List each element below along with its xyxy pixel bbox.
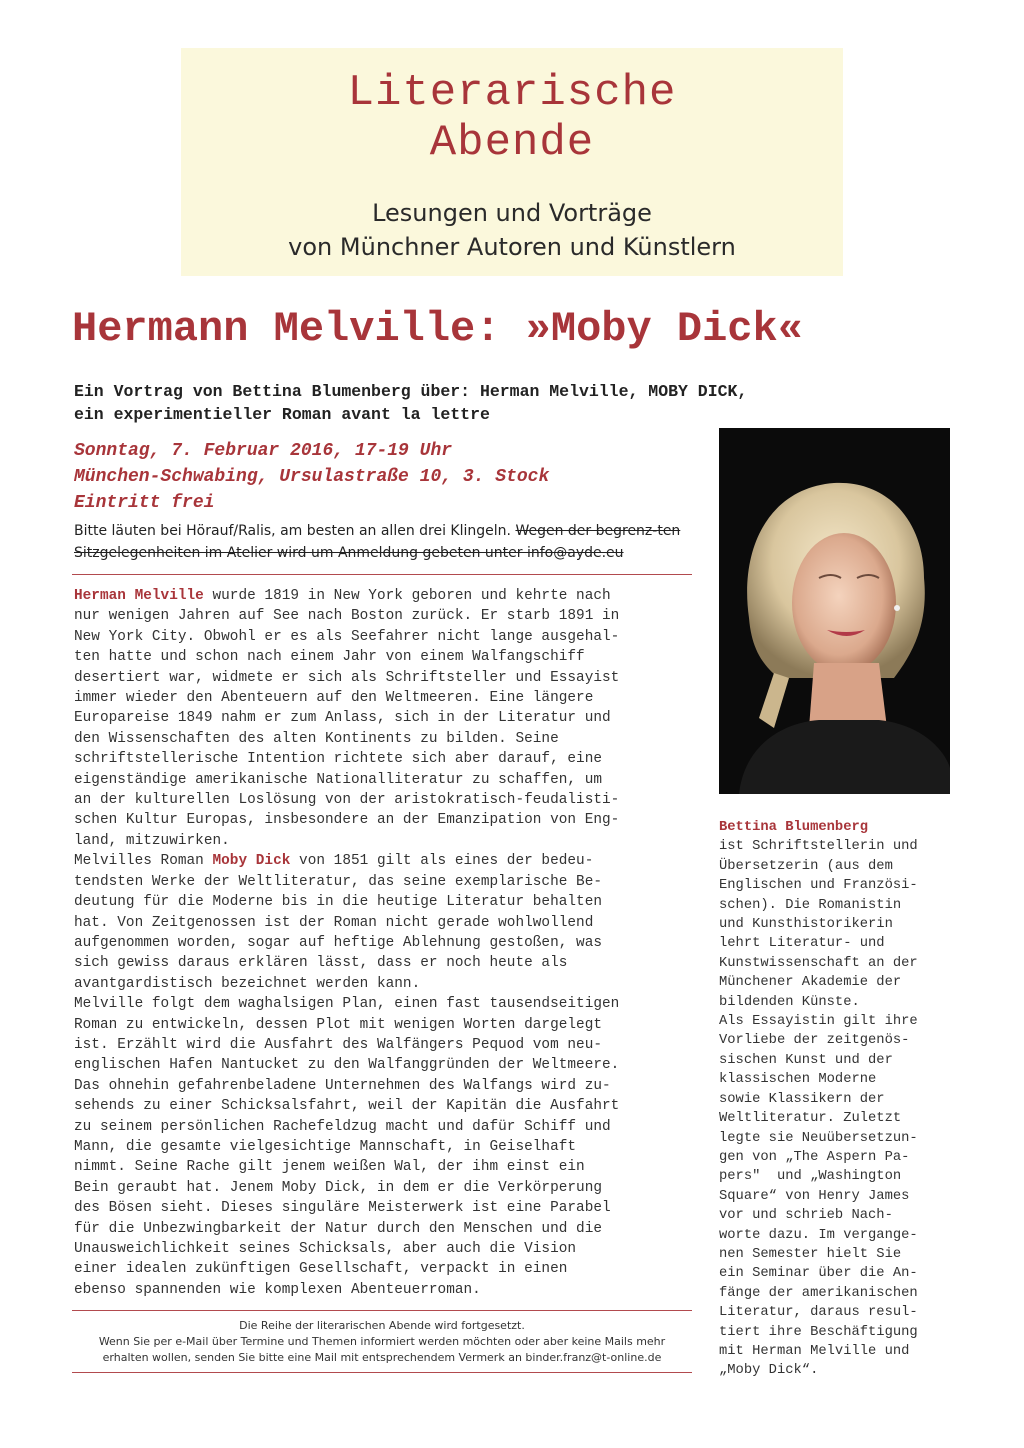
bio-name: Herman Melville	[74, 588, 204, 604]
divider-footer-top	[72, 1310, 692, 1311]
bio-book-title: Moby Dick	[212, 853, 291, 870]
melville-bio	[74, 586, 694, 1300]
sidebar-name: Bettina Blumenberg	[719, 820, 869, 835]
event-admission: Eintritt frei	[74, 493, 215, 513]
footer-line-1: Die Reihe der literarischen Abende wird fortgesetzt.	[239, 1319, 525, 1332]
portrait-image	[719, 428, 950, 794]
lecture-subtitle: Ein Vortrag von Bettina Blumenberg über: Herman Melville, MOBY DICK, ein experimentieller Roman avant la lettre	[74, 382, 748, 424]
footer	[72, 1318, 692, 1366]
header-box	[181, 48, 843, 276]
event-info	[74, 438, 694, 516]
divider-footer-bottom	[72, 1372, 692, 1373]
event-date: Sonntag, 7. Februar 2016, 17-19 Uhr	[74, 441, 453, 461]
blumenberg-bio	[719, 818, 959, 1381]
footer-line-2: Wenn Sie per e-Mail über Termine und Themen informiert werden möchten oder aber keine Mails mehr	[98, 1335, 666, 1348]
bio-paragraph-2-start: Melvilles Roman	[74, 853, 213, 870]
notice-struck-text: Wegen der begrenz-ten Sitzgelegenheiten im Atelier wird um Anmeldung gebeten unter info@ayde.eu	[74, 523, 681, 561]
bio-paragraph-3: Melville folgt dem waghalsigen Plan, einen fast tausendseitigen Roman zu entwickeln, dessen Plot mit wenigen Worten dargelegt ist. Erzählt wird die Ausfahrt des Walfängers Pequod vom neu- englischen Hafen Nantucket zu den Walfanggründen der Weltmeere. Das ohnehin gefahrenbeladene Unternehmen des Walfangs wird zu- sehends zu einer Schicksalsfahrt, weil der Kapitän die Ausfahrt zu seinem persönlichen Rachefeldzug macht und dafür Schiff und Mann, die gesamte vielgesichtige Mannschaft, in Geiselhaft nimmt. Seine Rache gilt jenem weißen Wal, der ihm einst ein Bein geraubt hat. Jenem Moby Dick, in dem er die Verkörperung des Bösen sieht. Dieses singuläre Meisterwerk ist eine Parabel für die Unbezwingbarkeit der Natur durch den Menschen und die Unausweichlichkeit seines Schicksals, aber auch die Vision einer idealen zukünftigen Gesellschaft, verpackt in einen ebenso spannenden wie komplexen Abenteuerroman.	[74, 996, 620, 1298]
footer-line-3: erhalten wollen, senden Sie bitte eine Mail mit entsprechendem Vermerk an binder.franz@t-online.de	[102, 1351, 662, 1364]
bio-paragraph-1: wurde 1819 in New York geboren und kehrte nach nur wenigen Jahren auf See nach Boston zurück. Er starb 1891 in New York City. Obwohl er es als Seefahrer nicht lange ausgehal- ten hatte und schon nach einem Jahr von einem Walfangschiff desertiert war, widmete er sich als Schriftsteller und Essayist immer wieder den Abenteuern auf den Weltmeeren. Eine längere Europareise 1849 nahm er zum Anlass, sich in der Literatur und den Wissenschaften des alten Kontinents zu bilden. Seine schriftstellerische Intention richtete sich aber darauf, eine eigenständige amerikanische Nationalliteratur zu schaffen, um an der kulturellen Loslösung von der aristokratisch-feudalisti- schen Kultur Europas, insbesondere an der Emanzipation von Eng- land, mitzuwirken.	[74, 588, 620, 849]
portrait-photo	[719, 428, 950, 794]
notice	[74, 520, 704, 564]
event-location: München-Schwabing, Ursulastraße 10, 3. Stock	[74, 467, 550, 487]
notice-text: Bitte läuten bei Hörauf/Ralis, am besten an allen drei Klingeln.	[74, 523, 516, 539]
page-title: Hermann Melville: »Moby Dick«	[72, 305, 803, 353]
divider-top	[72, 574, 692, 575]
series-title: Literarische Abende	[347, 68, 677, 168]
sidebar-bio-text: ist Schriftstellerin und Übersetzerin (aus dem Englischen und Französi- schen). Die Romanistin und Kunsthistorikerin lehrt Literatur- und Kunstwissenschaft an der Münchener Akademie der bildenden Künste. Als Essayistin gilt ihre Vorliebe der zeitgenös- sischen Kunst und der klassischen Moderne sowie Klassikern der Weltliteratur. Zuletzt legte sie Neuübersetzun- gen von „The Aspern Pa- pers" und „Washington Square“ von Henry James vor und schrieb Nach- worte dazu. Im vergange- nen Semester hielt Sie ein Seminar über die An- fänge der amerikanischen Literatur, daraus resul- tiert ihre Beschäftigung mit Herman Melville und „Moby Dick“.	[719, 839, 918, 1379]
series-subtitle: Lesungen und Vorträge von Münchner Autoren und Künstlern	[288, 199, 736, 261]
bio-paragraph-2: von 1851 gilt als eines der bedeu- tendsten Werke der Weltliteratur, das seine exemplarische Be- deutung für die Moderne bis in die heutige Literatur behalten hat. Von Zeitgenossen ist der Roman nicht gerade wohlwollend aufgenommen worden, sogar auf heftige Ablehnung gestoßen, was sich gewiss daraus erklären lässt, dass er noch heute als avantgardistisch bezeichnet werden kann.	[74, 853, 603, 992]
